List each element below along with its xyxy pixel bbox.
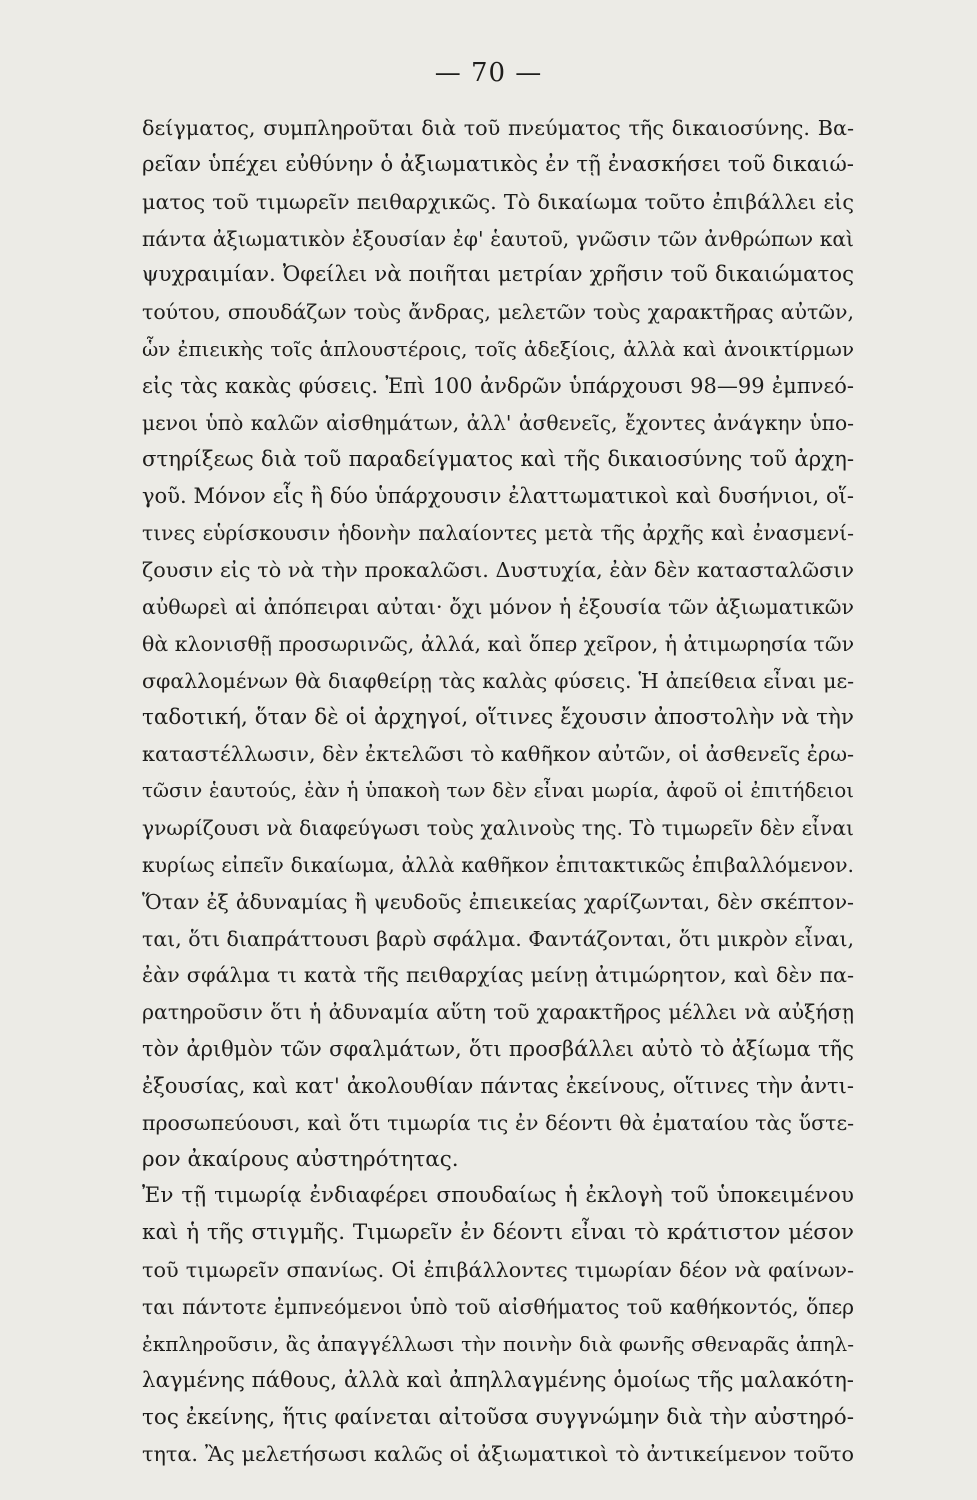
text-line: σφαλλομένων θὰ διαφθείρῃ τὰς καλὰς φύσεις. Ἡ ἀπείθεια εἶναι με- bbox=[142, 668, 854, 693]
text-line: ζουσιν εἰς τὸ νὰ τὴν προκαλῶσι. Δυστυχία, ἐὰν δὲν κατασταλῶσιν bbox=[142, 558, 854, 583]
text-line: τὸν ἀριθμὸν τῶν σφαλμάτων, ὅτι προσβάλλει αὐτὸ τὸ ἀξίωμα τῆς bbox=[142, 1037, 854, 1062]
text-line: τινες εὑρίσκουσιν ἡδονὴν παλαίοντες μετὰ τῆς ἀρχῆς καὶ ἐνασμενί- bbox=[142, 521, 854, 546]
text-line: τος ἐκείνης, ἥτις φαίνεται αἰτοῦσα συγγνώμην διὰ τὴν αὐστηρό- bbox=[142, 1404, 854, 1430]
text-line: ψυχραιμίαν. Ὀφείλει νὰ ποιῆται μετρίαν χρῆσιν τοῦ δικαιώματος bbox=[142, 262, 854, 288]
text-line: τοῦ τιμωρεῖν σπανίως. Οἱ ἐπιβάλλοντες τιμωρίαν δέον νὰ φαίνων- bbox=[142, 1258, 854, 1283]
text-line: καταστέλλωσιν, δὲν ἐκτελῶσι τὸ καθῆκον αὐτῶν, οἱ ἀσθενεῖς ἐρω- bbox=[142, 742, 854, 767]
text-line: θὰ κλονισθῇ προσωρινῶς, ἀλλά, καὶ ὅπερ χεῖρον, ἡ ἀτιμωρησία τῶν bbox=[142, 631, 855, 656]
text-line: αὐθωρεὶ αἱ ἀπόπειραι αὐται· ὄχι μόνον ἡ ἐξουσία τῶν ἀξιωματικῶν bbox=[142, 594, 854, 619]
text-line: μενοι ὑπὸ καλῶν αἰσθημάτων, ἀλλ' ἀσθενεῖς, ἔχοντες ἀνάγκην ὑπο- bbox=[142, 410, 854, 435]
text-line: εἰς τὰς κακὰς φύσεις. Ἐπὶ 100 ἀνδρῶν ὑπάρχουσι 98—99 ἐμπνεό- bbox=[142, 373, 854, 398]
text-line: Ὅταν ἐξ ἀδυναμίας ἢ ψευδοῦς ἐπιεικείας χαρίζωνται, δὲν σκέπτον- bbox=[142, 889, 854, 914]
text-line: ρον ἀκαίρους αὐστηρότητας. bbox=[142, 1146, 459, 1172]
text-line: ἐκπληροῦσιν, ἂς ἀπαγγέλλωσι τὴν ποινὴν διὰ φωνῆς σθεναρᾶς ἀπηλ- bbox=[142, 1331, 854, 1356]
text-line: προσωπεύουσι, καὶ ὅτι τιμωρία τις ἐν δέοντι θὰ ἐματαίου τὰς ὕστε- bbox=[142, 1110, 854, 1135]
text-line: κυρίως εἰπεῖν δικαίωμα, ἀλλὰ καθῆκον ἐπιτακτικῶς ἐπιβαλλόμενον. bbox=[142, 852, 854, 877]
text-line: Ἐν τῇ τιμωρίᾳ ἐνδιαφέρει σπουδαίως ἡ ἐκλογὴ τοῦ ὑποκειμένου bbox=[142, 1183, 854, 1209]
text-line: στηρίξεως διὰ τοῦ παραδείγματος καὶ τῆς δικαιοσύνης τοῦ ἀρχη- bbox=[142, 446, 854, 472]
body-text bbox=[142, 110, 854, 1473]
text-line: γνωρίζουσι νὰ διαφεύγωσι τοὺς χαλινοὺς της. Τὸ τιμωρεῖν δὲν εἶναι bbox=[142, 816, 854, 841]
text-line: ρατηροῦσιν ὅτι ἡ ἀδυναμία αὕτη τοῦ χαρακτῆρος μέλλει νὰ αὐξήσῃ bbox=[142, 1000, 854, 1025]
text-line: πάντα ἀξιωματικὸν ἐξουσίαν ἐφ' ἑαυτοῦ, γνῶσιν τῶν ἀνθρώπων καὶ bbox=[142, 226, 854, 251]
text-line: ἐξουσίας, καὶ κατ' ἀκολουθίαν πάντας ἐκείνους, οἵτινες τὴν ἀντι- bbox=[142, 1073, 854, 1098]
text-line: τῶσιν ἑαυτούς, ἐὰν ἡ ὑπακοὴ των δὲν εἶναι μωρία, ἀφοῦ οἱ ἐπιτήδειοι bbox=[142, 779, 854, 803]
text-line: ται, ὅτι διαπράττουσι βαρὺ σφάλμα. Φαντάζονται, ὅτι μικρὸν εἶναι, bbox=[142, 926, 854, 951]
text-line: γοῦ. Μόνον εἷς ἢ δύο ὑπάρχουσιν ἐλαττωματικοὶ καὶ δυσήνιοι, οἵ- bbox=[142, 484, 854, 509]
text-line: ταδοτική, ὅταν δὲ οἱ ἀρχηγοί, οἵτινες ἔχουσιν ἀποστολὴν νὰ τὴν bbox=[142, 704, 854, 730]
text-line: καὶ ἡ τῆς στιγμῆς. Τιμωρεῖν ἐν δέοντι εἶναι τὸ κράτιστον μέσον bbox=[142, 1220, 854, 1246]
text-line: δείγματος, συμπληροῦται διὰ τοῦ πνεύματος τῆς δικαιοσύνης. Βα- bbox=[142, 116, 854, 140]
text-line: ματος τοῦ τιμωρεῖν πειθαρχικῶς. Τὸ δικαίωμα τοῦτο ἐπιβάλλει εἰς bbox=[142, 189, 854, 214]
text-line: λαγμένης πάθους, ἀλλὰ καὶ ἀπηλλαγμένης ὁμοίως τῆς μαλακότη- bbox=[142, 1367, 854, 1393]
text-line: ται πάντοτε ἐμπνεόμενοι ὑπὸ τοῦ αἰσθήματος τοῦ καθήκοντός, ὅπερ bbox=[142, 1295, 854, 1319]
text-line: ὧν ἐπιεικὴς τοῖς ἁπλουστέροις, τοῖς ἀδεξίοις, ἀλλὰ καὶ ἀνοικτίρμων bbox=[142, 337, 854, 362]
text-line: τητα. Ἂς μελετήσωσι καλῶς οἱ ἀξιωματικοὶ τὸ ἀντικείμενον τοῦτο bbox=[142, 1442, 854, 1467]
text-line: ἐὰν σφάλμα τι κατὰ τῆς πειθαρχίας μείνῃ ἀτιμώρητον, καὶ δὲν πα- bbox=[142, 963, 854, 988]
page-number: — 70 — bbox=[434, 58, 543, 88]
text-line: τούτου, σπουδάζων τοὺς ἄνδρας, μελετῶν τοὺς χαρακτῆρας αὐτῶν, bbox=[142, 300, 854, 325]
text-line: ρεῖαν ὑπέχει εὐθύνην ὁ ἀξιωματικὸς ἐν τῇ ἐνασκήσει τοῦ δικαιώ- bbox=[142, 151, 854, 177]
